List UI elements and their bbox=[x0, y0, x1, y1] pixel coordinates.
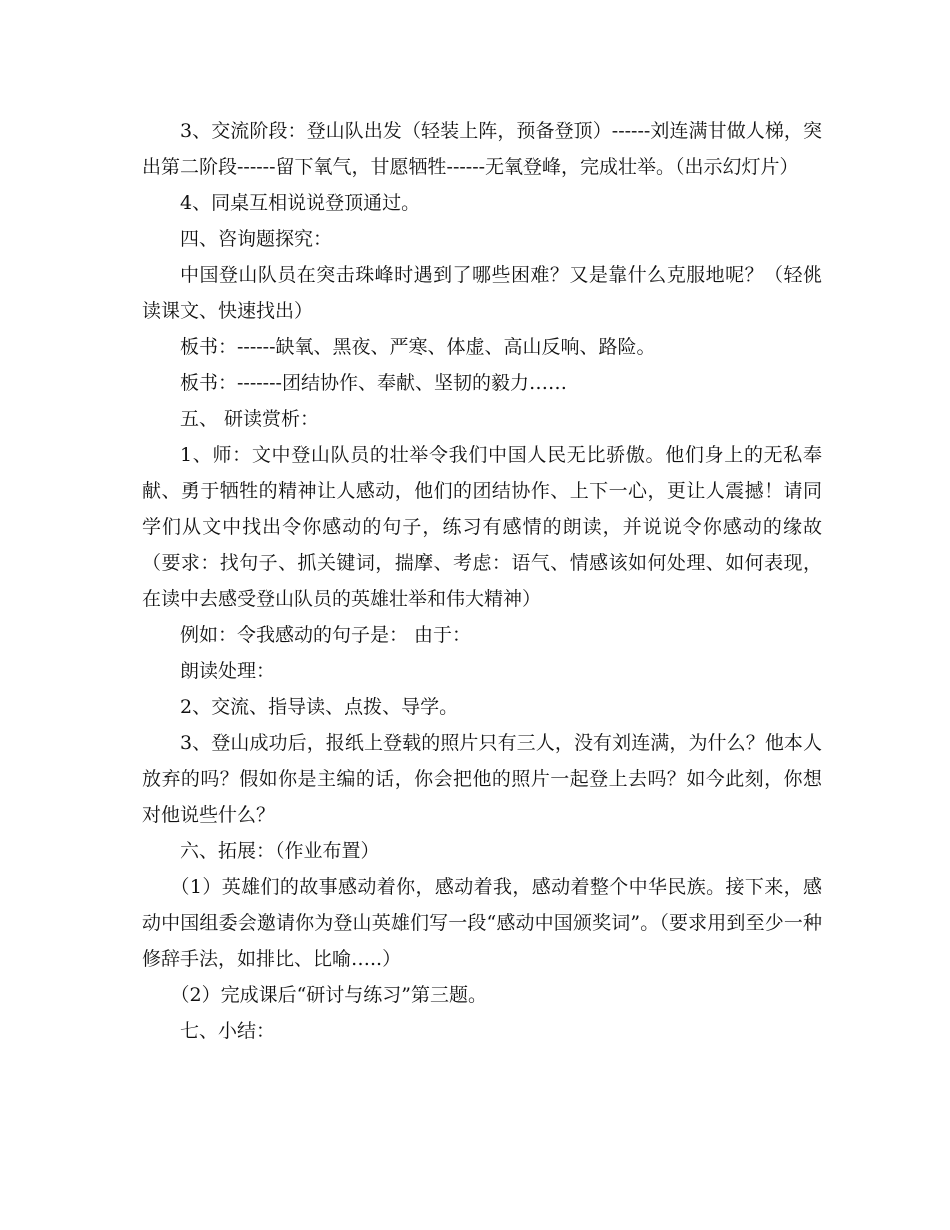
paragraph-reading-handling: 朗读处理： bbox=[180, 660, 276, 682]
paragraph-homework-two: （2）完成课后“研讨与练习”第三题。 bbox=[170, 984, 488, 1006]
paragraph-board-notes-qualities: 板书：-------团结协作、奉献、坚韧的毅力…… bbox=[180, 372, 567, 394]
paragraph-example: 例如：令我感动的句子是： 由于： bbox=[180, 624, 472, 646]
document-body bbox=[142, 113, 822, 1049]
paragraph-exchange-guidance: 2、交流、指导读、点拨、导学。 bbox=[180, 696, 459, 718]
paragraph-difficulties-question: 中国登山队员在突击珠峰时遇到了哪些困难？又是靠什么克服地呢？（轻佻读课文、快速找出） bbox=[142, 264, 822, 322]
paragraph-homework-one: （1）英雄们的故事感动着你，感动着我，感动着整个中华民族。接下来，感动中国组委会邀请你为登山英雄们写一段“感动中国颁奖词”。（要求用到至少一种修辞手法，如排比、比喻…..） bbox=[142, 876, 822, 970]
paragraph-deskmate-discussion: 4、同桌互相说说登顶通过。 bbox=[180, 192, 421, 214]
heading-section-six: 六、拓展：（作业布置） bbox=[180, 840, 380, 862]
heading-section-seven: 七、小结： bbox=[180, 1020, 276, 1042]
paragraph-board-notes-difficulties: 板书：------缺氧、黑夜、严寒、体虚、高山反响、路险。 bbox=[180, 336, 656, 358]
paragraph-exchange-stage: 3、交流阶段：登山队出发（轻装上阵，预备登顶）------刘连满甘做人梯，突出第二阶段------留下氧气，甘愿牺牲------无氧登峰，完成壮举。（出示幻灯片） bbox=[142, 120, 822, 178]
paragraph-photo-question: 3、登山成功后，报纸上登载的照片只有三人，没有刘连满，为什么？他本人放弃的吗？假如你是主编的话，你会把他的照片一起登上去吗？如今此刻，你想对他说些什么？ bbox=[142, 732, 822, 826]
heading-section-five: 五、 研读赏析： bbox=[180, 408, 320, 430]
paragraph-teacher-instruction: 1、师：文中登山队员的壮举令我们中国人民无比骄傲。他们身上的无私奉献、勇于牺牲的精神让人感动，他们的团结协作、上下一心，更让人震撼！请同学们从文中找出令你感动的句子，练习有感情的朗读，并说说令你感动的缘故（要求：找句子、抓关键词，揣摩、考虑：语气、情感该如何处理、如何表现，在读中去感受登山队员的英雄壮举和伟大精神） bbox=[142, 444, 822, 610]
heading-section-four: 四、咨询题探究： bbox=[180, 228, 333, 250]
